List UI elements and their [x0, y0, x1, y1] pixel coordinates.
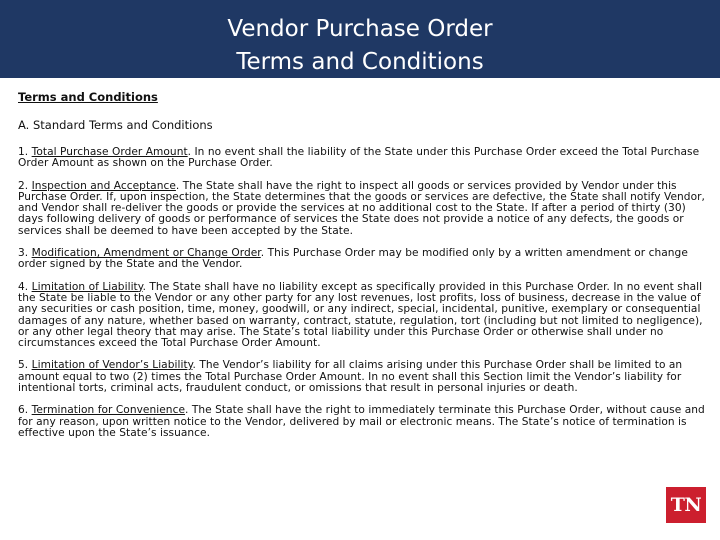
clause-2	[18, 181, 708, 237]
clause-number: 5.	[18, 359, 32, 372]
clause-number: 2.	[18, 179, 32, 192]
clause-number: 1.	[18, 146, 32, 158]
clause-term: Modification, Amendment or Change Order	[31, 247, 261, 260]
clause-number: 6.	[18, 404, 32, 417]
clause-4	[18, 282, 708, 350]
tn-logo-text: TN	[670, 494, 702, 516]
clause-text: . This Purchase Order may be modified only by a written amendment or change order signed by the State and the Vendor.	[18, 247, 688, 271]
document-body	[18, 90, 708, 450]
clause-1	[18, 147, 708, 170]
clause-term: Limitation of Liability	[31, 280, 143, 293]
clause-text: . The State shall have the right to immediately terminate this Purchase Order, without cause and for any reason, upon written notice to the Vendor, delivered by mail or electronic means. The State’s notice of termination is effective upon the State’s issuance.	[18, 404, 705, 439]
clause-6	[18, 405, 708, 439]
page-title-line-2: Terms and Conditions	[236, 49, 484, 75]
clause-number: 3.	[18, 247, 32, 260]
section-title: Terms and Conditions	[18, 90, 158, 104]
clause-term: Termination for Convenience	[31, 404, 186, 417]
clause-term: Inspection and Acceptance	[31, 179, 176, 192]
clause-term: Limitation of Vendor’s Liability	[31, 359, 193, 372]
sub-heading: A. Standard Terms and Conditions	[18, 118, 213, 132]
clause-text: . The Vendor’s liability for all claims arising under this Purchase Order shall be limited to an amount equal to two (2) times the Total Purchase Order Amount. In no event shall this Section limit the Vendor’s liability for intentional torts, criminal acts, fraudulent conduct, or omissions that result in personal injuries or death.	[18, 359, 683, 395]
clause-3	[18, 248, 708, 271]
clause-5	[18, 360, 708, 394]
tn-logo	[666, 487, 706, 523]
clause-term: Total Purchase Order Amount	[31, 146, 188, 158]
clause-text: . In no event shall the liability of the State under this Purchase Order exceed the Total Purchase Order Amount as shown on the Purchase Order.	[18, 146, 700, 170]
title-banner	[0, 0, 720, 80]
clause-number: 4.	[18, 280, 32, 293]
page-title-line-1: Vendor Purchase Order	[227, 16, 493, 42]
clause-text: . The State shall have no liability except as specifically provided in this Purchase Order. In no event shall the State be liable to the Vendor or any other party for any lost revenues, lost profits, loss of business, decrease in the value of any securities or cash position, time, money, goodwill, or any indirect, special, incidental, punitive, exemplary or consequential damages of any nature, whether based on warranty, contract, statute, regulation, tort (including but not limited to negligence), or any other legal theory that may arise. The State’s total liability under this Purchase Order or otherwise shall under no circumstances exceed the Total Purchase Order Amount.	[18, 280, 703, 350]
clause-text: . The State shall have the right to inspect all goods or services provided by Vendor under this Purchase Order. If, upon inspection, the State determines that the goods or services are defective, the State shall notify Vendor, and Vendor shall re-deliver the goods or provide the services at no additional cost to the State. If after a period of thirty (30) days following delivery of goods or performance of services the State does not provide a notice of any defects, the goods or services shall be deemed to have been accepted by the State.	[18, 179, 705, 237]
